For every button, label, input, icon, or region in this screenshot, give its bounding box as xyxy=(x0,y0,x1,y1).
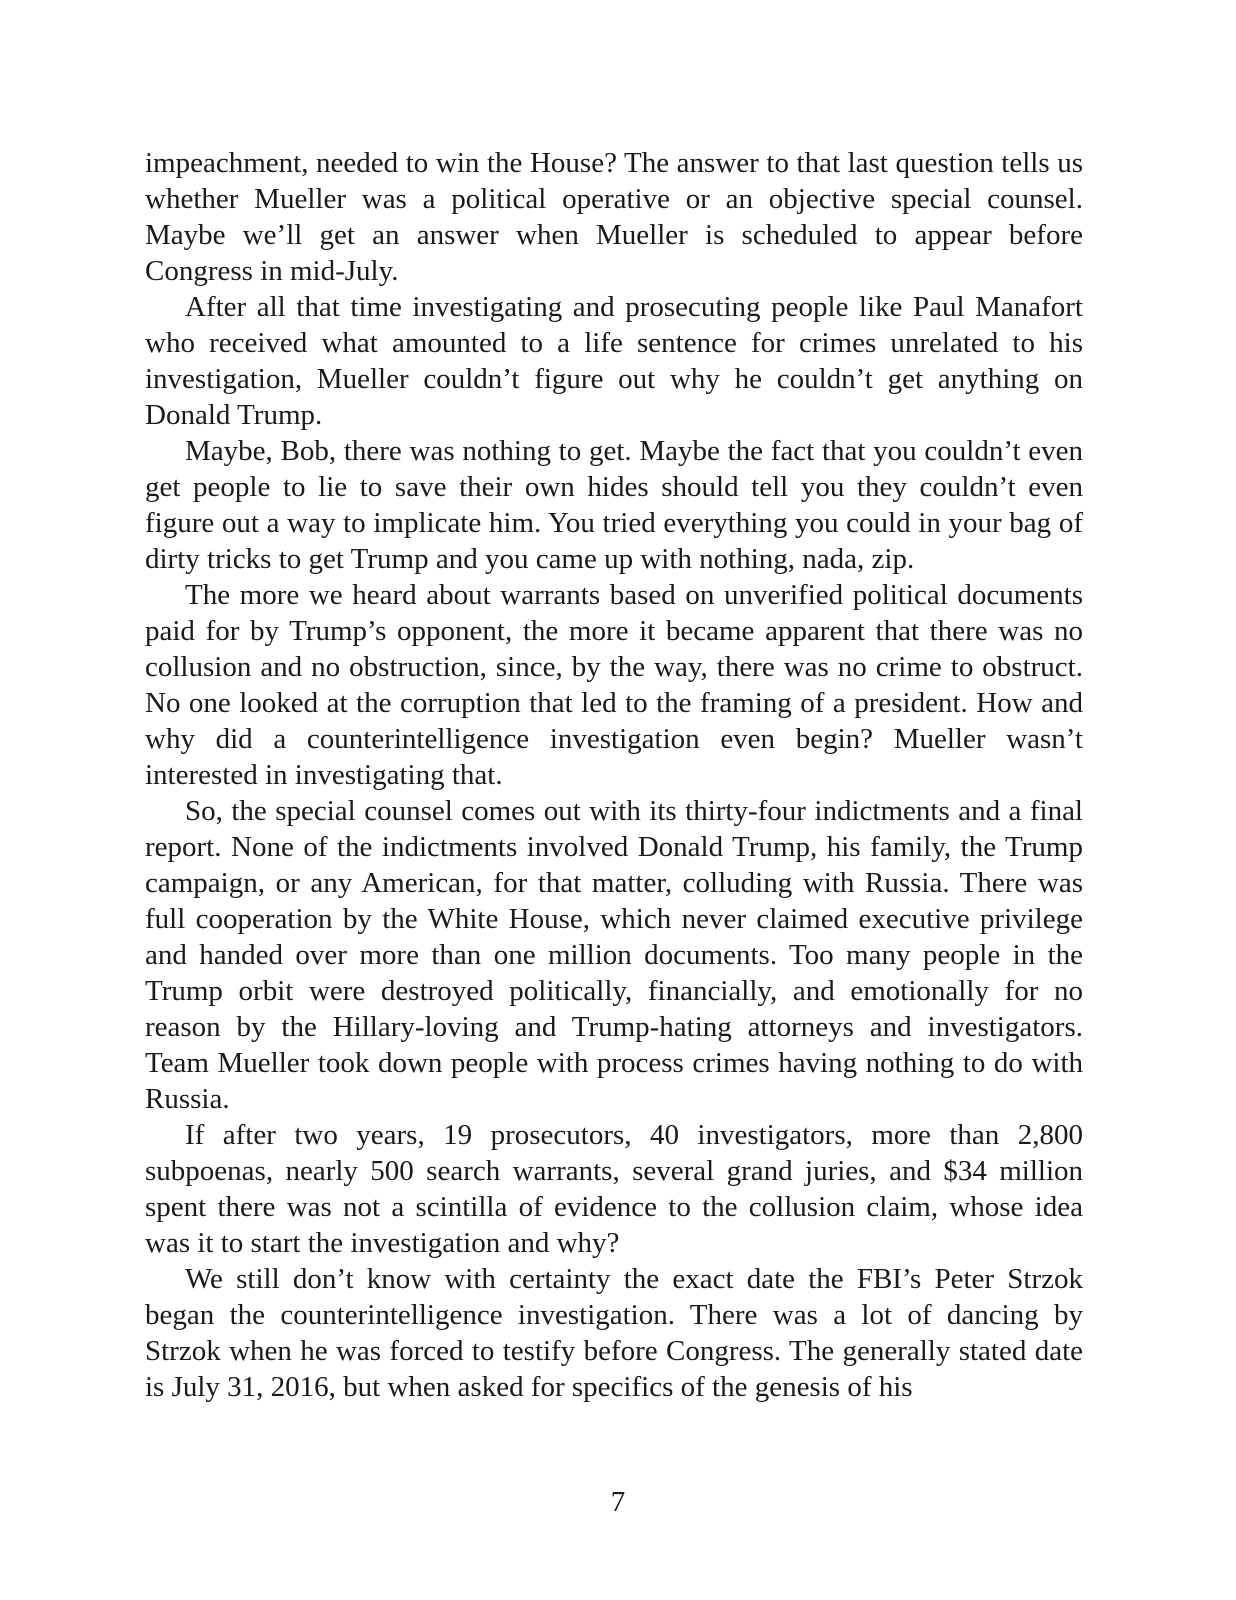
paragraph-5: So, the special counsel comes out with its thirty-four indictments and a final report. None of the indictments involved Donald Trump, his family, the Trump campaign, or any American, for that matter, colluding with Russia. There was full cooperation by the White House, which never claimed executive privilege and handed over more than one million documents. Too many people in the Trump orbit were destroyed politically, financially, and emotionally for no reason by the Hillary-loving and Trump-hating attorneys and investigators. Team Mueller took down people with process crimes having nothing to do with Russia. xyxy=(145,795,1083,1115)
paragraph-2: After all that time investigating and prosecuting people like Paul Manafort who received what amounted to a life sentence for crimes unrelated to his investigation, Mueller couldn’t figure out why he couldn’t get anything on Donald Trump. xyxy=(145,291,1083,431)
paragraph-4: The more we heard about warrants based on unverified political documents paid for by Trump’s opponent, the more it became apparent that there was no collusion and no obstruction, since, by the way, there was no crime to obstruct. No one looked at the corruption that led to the framing of a president. How and why did a counterintelligence investigation even begin? Mueller wasn’t interested in investigating that. xyxy=(145,579,1083,791)
paragraph-7: We still don’t know with certainty the exact date the FBI’s Peter Strzok began the counterintelligence investigation. There was a lot of dancing by Strzok when he was forced to testify before Congress. The generally stated date is July 31, 2016, but when asked for specifics of the genesis of his xyxy=(145,1263,1083,1403)
body-text xyxy=(145,145,1083,1405)
page-number: 7 xyxy=(610,1486,626,1518)
paragraph-6: If after two years, 19 prosecutors, 40 investigators, more than 2,800 subpoenas, nearly 500 search warrants, several grand juries, and $34 million spent there was not a scintilla of evidence to the collusion claim, whose idea was it to start the investigation and why? xyxy=(145,1119,1083,1259)
paragraph-1: impeachment, needed to win the House? The answer to that last question tells us whether Mueller was a political operative or an objective special counsel. Maybe we’ll get an answer when Mueller is scheduled to appear before Congress in mid-July. xyxy=(145,147,1083,287)
paragraph-3: Maybe, Bob, there was nothing to get. Maybe the fact that you couldn’t even get people to lie to save their own hides should tell you they couldn’t even figure out a way to implicate him. You tried everything you could in your bag of dirty tricks to get Trump and you came up with nothing, nada, zip. xyxy=(145,435,1083,575)
